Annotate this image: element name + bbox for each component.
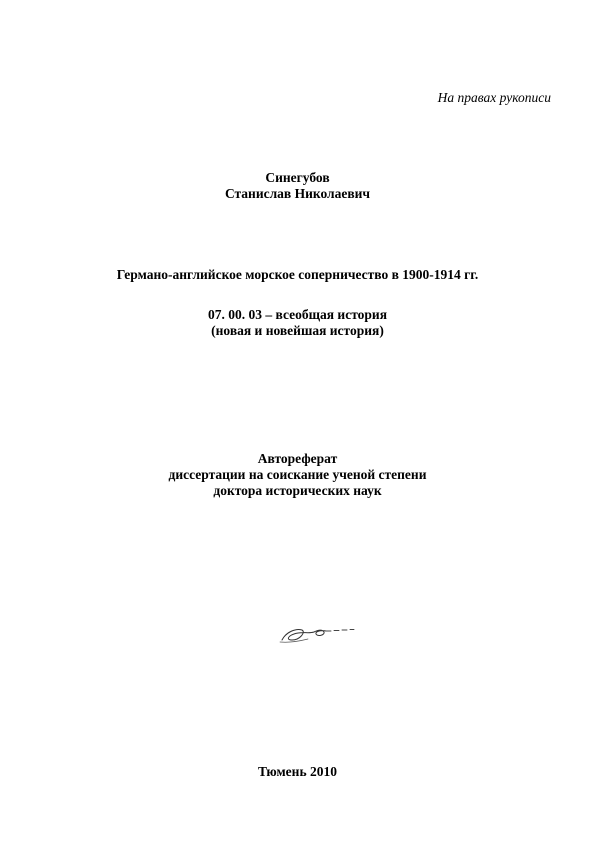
signature-icon (278, 618, 358, 648)
dissertation-title: Германо-английское морское соперничество в 1900-1914 гг. (116, 267, 479, 282)
document-type-title: Автореферат (257, 451, 338, 466)
specialty-code: 07. 00. 03 – всеобщая история (208, 307, 387, 322)
document-type-line2: диссертации на соискание ученой степени (168, 467, 427, 482)
city-year: Тюмень 2010 (258, 764, 337, 779)
specialty-detail: (новая и новейшая история) (211, 323, 384, 338)
author-given-names: Станислав Николаевич (224, 186, 371, 201)
author-surname: Синегубов (265, 170, 330, 185)
manuscript-note: На правах рукописи (437, 90, 551, 105)
document-type-line3: доктора исторических наук (213, 483, 382, 498)
